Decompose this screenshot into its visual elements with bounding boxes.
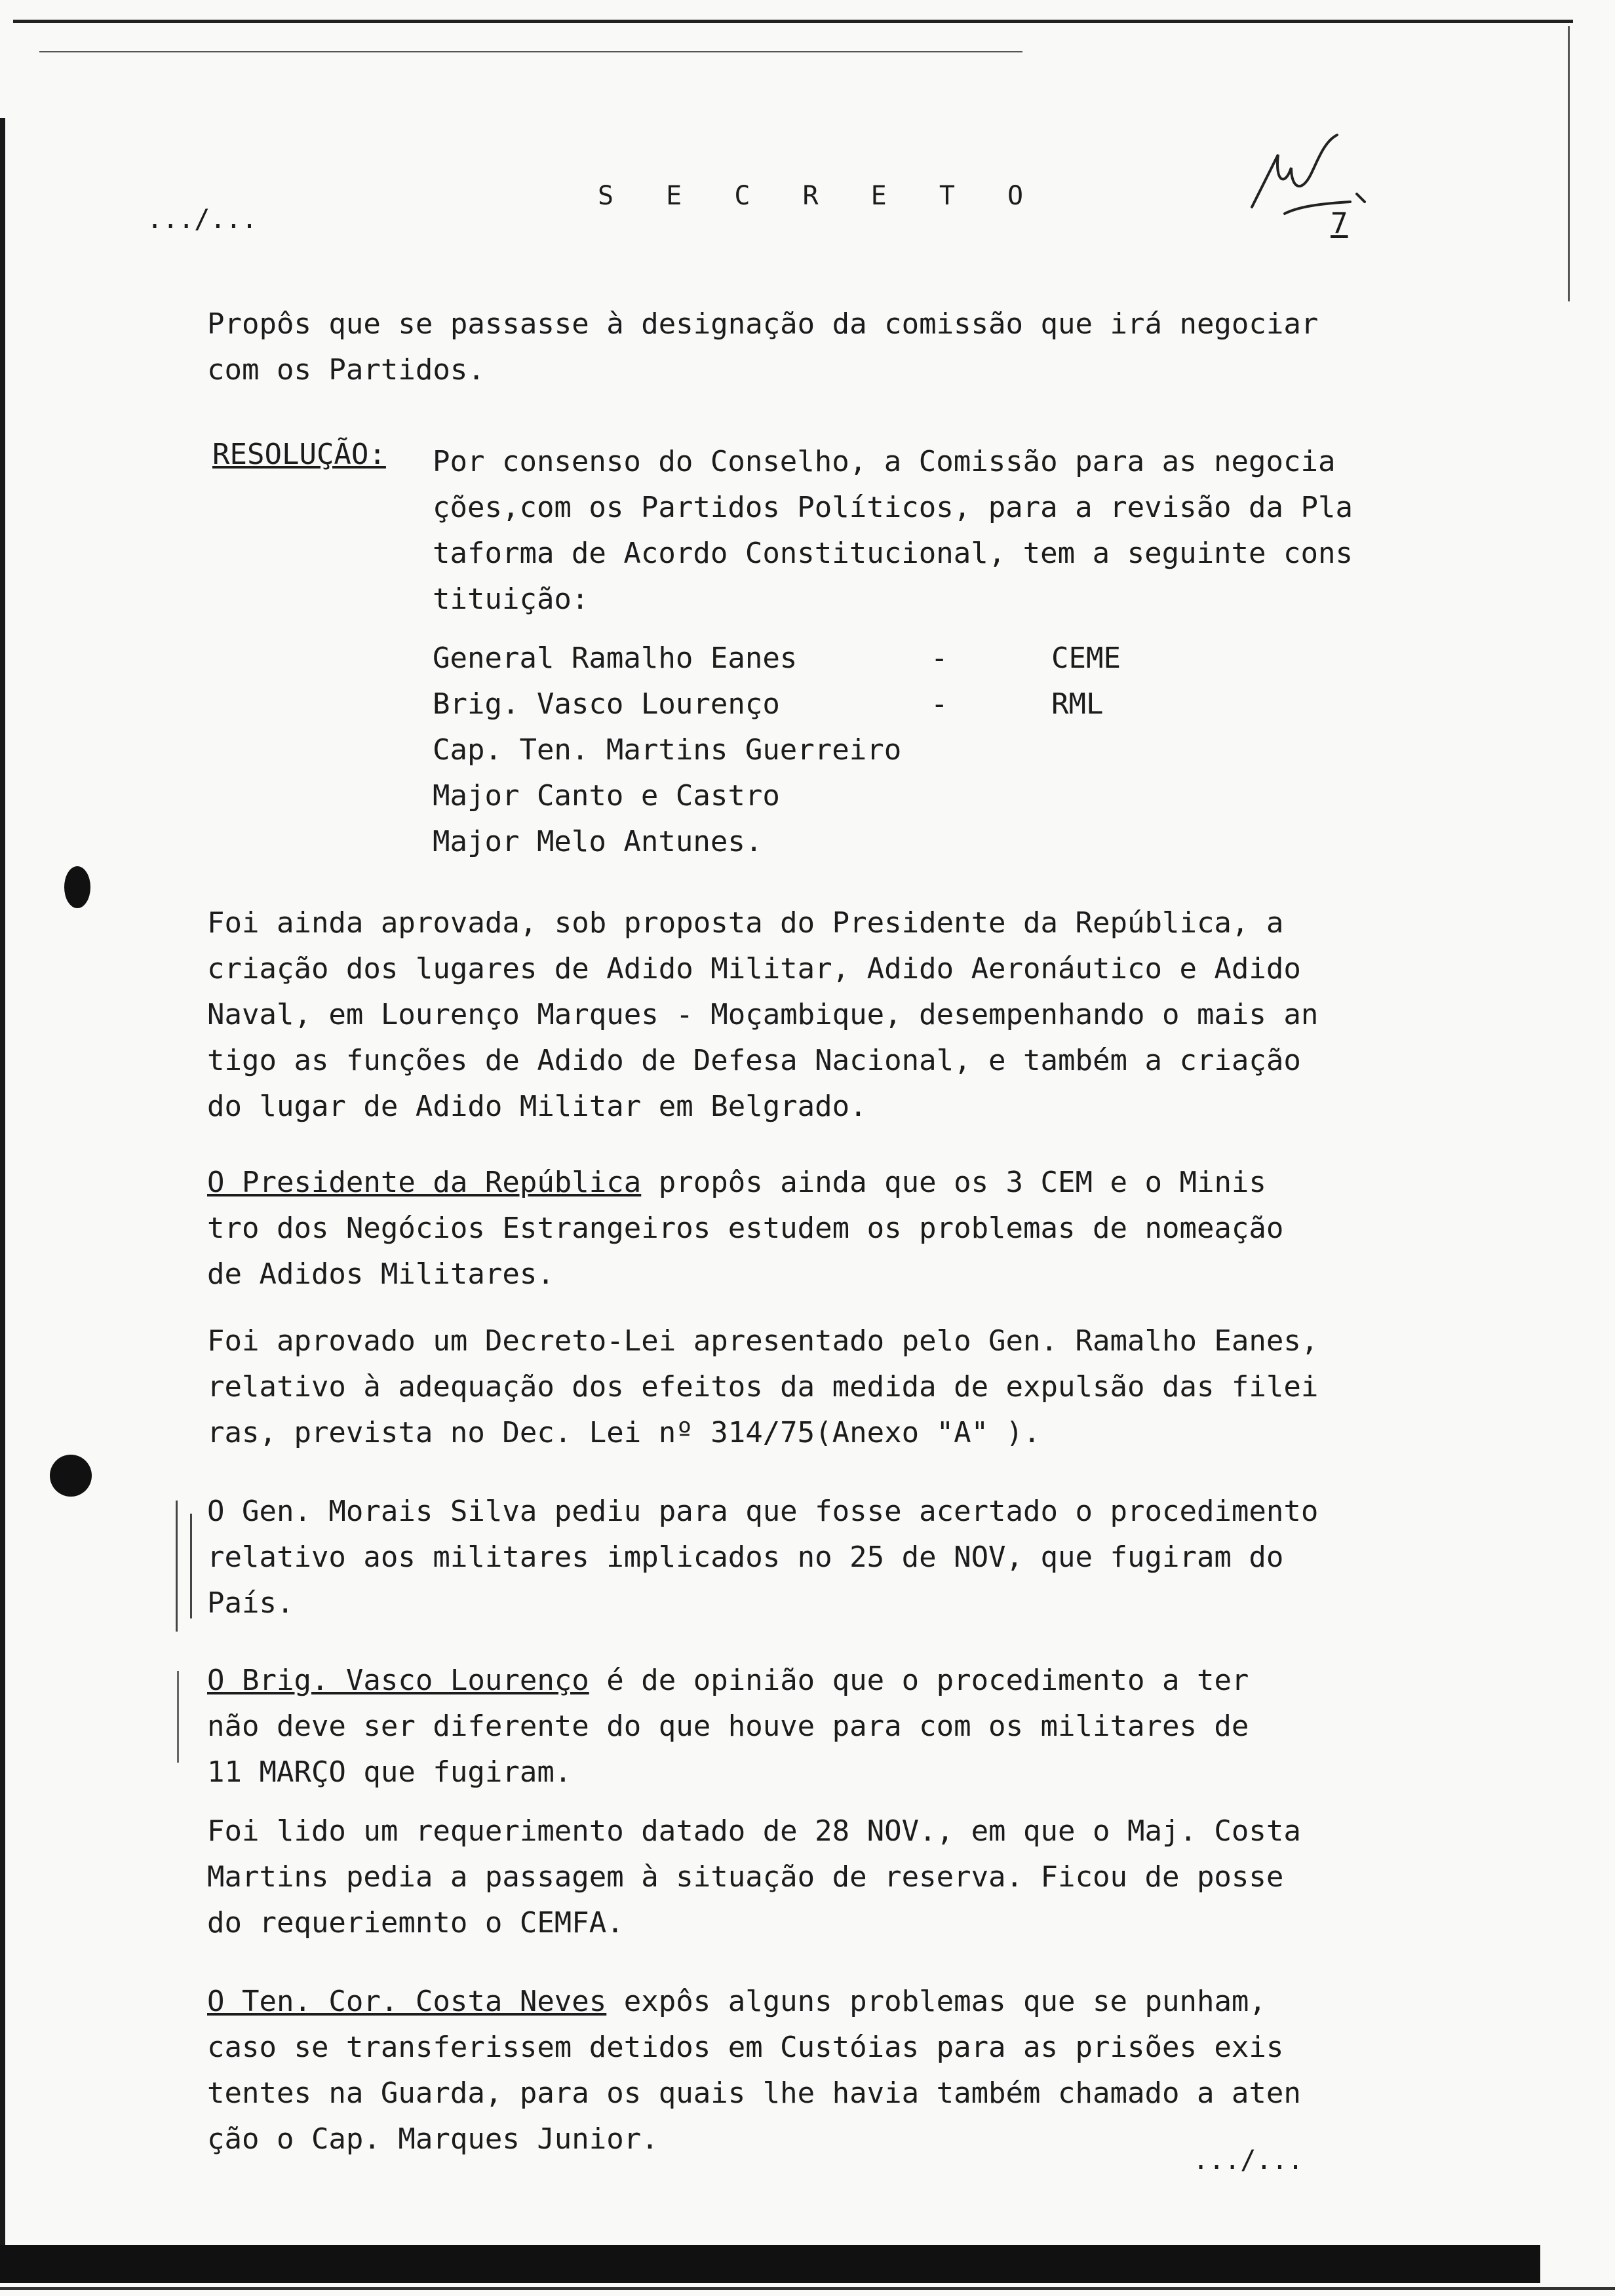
top-border-thin	[39, 51, 1022, 52]
speaker-name: O Brig. Vasco Lourenço	[207, 1664, 589, 1697]
text-line: tro dos Negócios Estrangeiros estudem os problemas de nomeação	[207, 1212, 1284, 1245]
left-border	[0, 118, 5, 2280]
text-line	[207, 1160, 1387, 1206]
text-line: Por consenso do Conselho, a Comissão para as negocia	[433, 445, 1336, 478]
text-line	[207, 1979, 1387, 2025]
text-line: não deve ser diferente do que houve para com os militares de	[207, 1710, 1249, 1743]
handwritten-initials-icon	[1226, 128, 1383, 233]
resolution-text	[433, 439, 1353, 622]
member-name: General Ramalho Eanes	[433, 641, 798, 675]
intro-paragraph	[207, 301, 1387, 393]
member-name: Major Melo Antunes.	[433, 825, 763, 858]
member-name: Major Canto e Castro	[433, 779, 780, 813]
member-name: Brig. Vasco Lourenço	[433, 687, 780, 721]
text-line: Propôs que se passasse à designação da comissão que irá negociar	[207, 307, 1319, 341]
bottom-border	[0, 2245, 1540, 2283]
text-line: Foi lido um requerimento datado de 28 NOV., em que o Maj. Costa	[207, 1814, 1301, 1848]
text-line: O Gen. Morais Silva pediu para que fosse acertado o procedimento	[207, 1495, 1319, 1528]
text-line: ção o Cap. Marques Junior.	[207, 2122, 659, 2156]
text-line: criação dos lugares de Adido Militar, Adido Aeronáutico e Adido	[207, 952, 1301, 985]
text-line: País.	[207, 1586, 294, 1620]
text-line: tigo as funções de Adido de Defesa Nacional, e também a criação	[207, 1044, 1301, 1077]
text-line: taforma de Acordo Constitucional, tem a seguinte cons	[433, 537, 1353, 570]
member-role: RML	[1051, 687, 1104, 721]
text-line: do lugar de Adido Militar em Belgrado.	[207, 1090, 867, 1123]
text-line: caso se transferissem detidos em Custóias para as prisões exis	[207, 2031, 1284, 2064]
speaker-name: O Presidente da República	[207, 1166, 642, 1199]
margin-mark	[190, 1514, 192, 1618]
text-fragment: expôs alguns problemas que se punham,	[606, 1985, 1266, 2018]
text-line	[207, 1658, 1387, 1704]
text-fragment: propôs ainda que os 3 CEM e o Minis	[641, 1166, 1266, 1199]
text-line: relativo aos militares implicados no 25 de NOV, que fugiram do	[207, 1540, 1284, 1574]
member-dash: -	[931, 687, 948, 721]
classification-header: S E C R E T O	[598, 181, 1042, 211]
text-line: Naval, em Lourenço Marques - Moçambique, desempenhando o mais an	[207, 998, 1319, 1031]
text-line: ções,com os Partidos Políticos, para a revisão da Pla	[433, 491, 1353, 524]
attache-paragraph	[207, 900, 1387, 1130]
speaker-name: O Ten. Cor. Costa Neves	[207, 1985, 607, 2018]
commission-member	[433, 727, 901, 773]
commission-member	[433, 773, 901, 819]
commission-list	[433, 636, 1121, 865]
margin-mark	[176, 1501, 178, 1632]
commission-member	[433, 681, 1104, 727]
member-role: CEME	[1051, 641, 1121, 675]
continuation-top: .../...	[147, 204, 258, 235]
bottom-border-thin	[0, 2287, 1615, 2290]
right-border	[1568, 26, 1570, 301]
punch-hole-upper	[64, 866, 90, 908]
text-line: tituição:	[433, 583, 589, 616]
text-line: de Adidos Militares.	[207, 1257, 555, 1291]
neves-paragraph	[207, 1979, 1387, 2162]
text-fragment: é de opinião que o procedimento a ter	[589, 1664, 1249, 1697]
president-paragraph	[207, 1160, 1387, 1297]
vasco-paragraph	[207, 1658, 1387, 1795]
continuation-bottom: .../...	[1193, 2145, 1304, 2175]
top-border	[13, 20, 1573, 23]
text-line: Foi aprovado um Decreto-Lei apresentado pelo Gen. Ramalho Eanes,	[207, 1324, 1319, 1358]
margin-mark	[177, 1671, 179, 1763]
text-line: relativo à adequação dos efeitos da medida de expulsão das filei	[207, 1370, 1319, 1404]
decree-paragraph	[207, 1318, 1387, 1456]
commission-member	[433, 636, 1121, 681]
text-line: 11 MARÇO que fugiram.	[207, 1755, 572, 1789]
commission-member	[433, 819, 901, 865]
text-line: ras, prevista no Dec. Lei nº 314/75(Anexo "A" ).	[207, 1416, 1041, 1449]
morais-paragraph	[207, 1489, 1387, 1626]
text-line: Martins pedia a passagem à situação de reserva. Ficou de posse	[207, 1860, 1284, 1894]
punch-hole-lower	[50, 1455, 92, 1497]
resolution-label: RESOLUÇÃO:	[212, 438, 386, 471]
member-dash: -	[931, 641, 948, 675]
text-line: tentes na Guarda, para os quais lhe havia também chamado a aten	[207, 2076, 1301, 2110]
text-line: do requeriemnto o CEMFA.	[207, 1906, 624, 1940]
page-number: 7	[1331, 207, 1348, 240]
request-paragraph	[207, 1808, 1387, 1946]
text-line: Foi ainda aprovada, sob proposta do Presidente da República, a	[207, 906, 1284, 940]
member-name: Cap. Ten. Martins Guerreiro	[433, 733, 902, 767]
text-line: com os Partidos.	[207, 353, 485, 387]
